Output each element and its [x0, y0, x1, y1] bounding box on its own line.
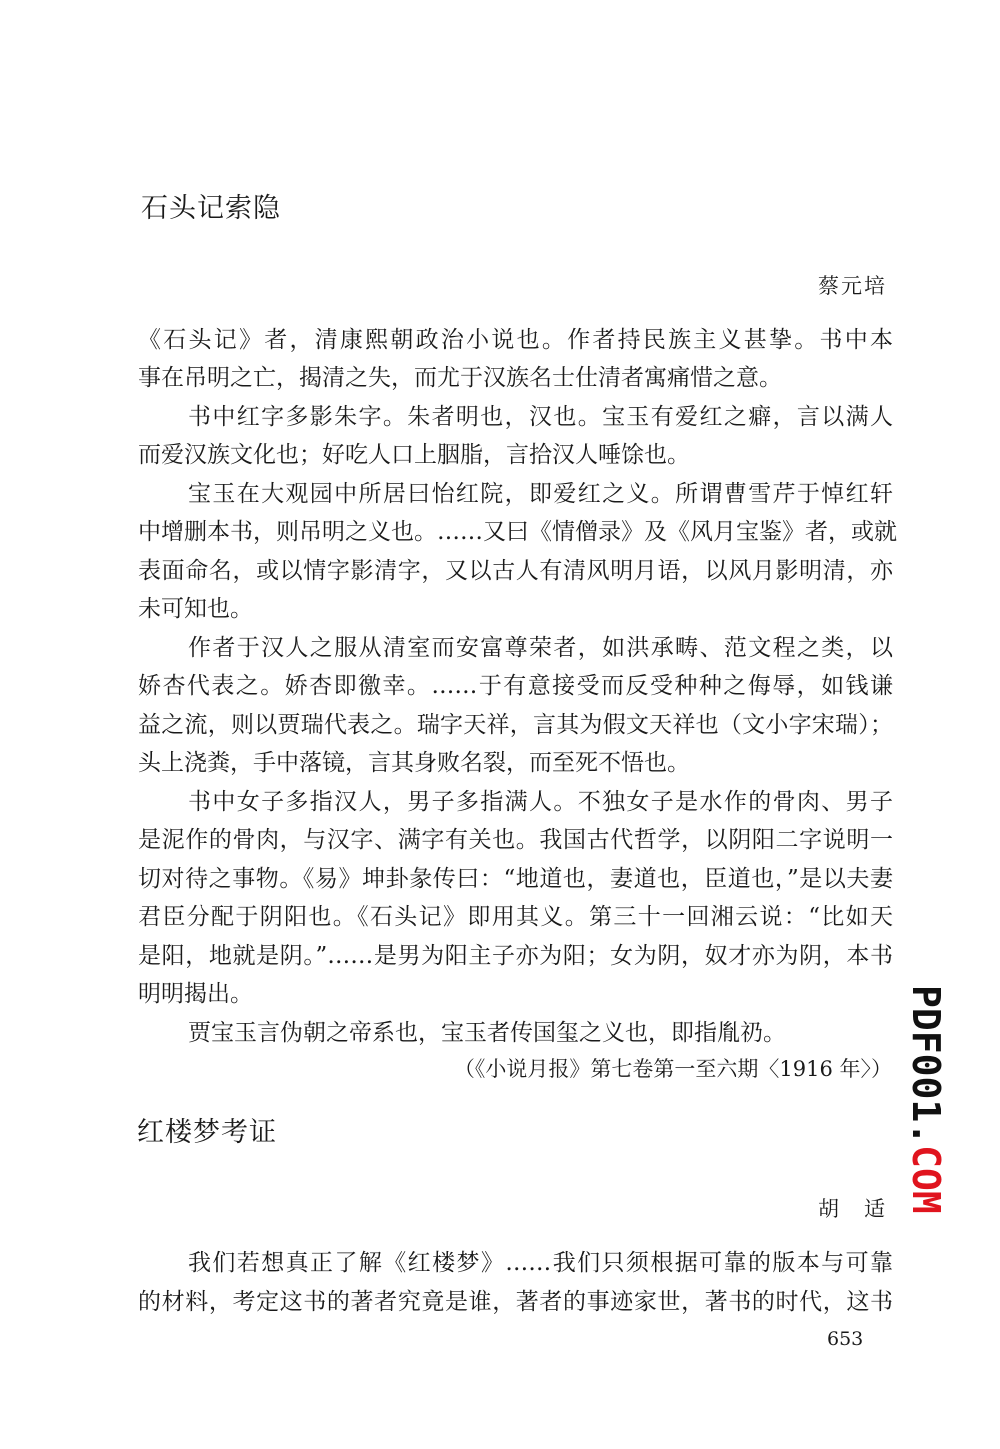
watermark-suffix: COM: [904, 1145, 948, 1214]
paragraph-line: 作者于汉人之服从清室而安富尊荣者，如洪承畴、范文程之类，以: [188, 635, 893, 661]
section-author: 蔡元培: [818, 274, 887, 298]
paragraph-line: 我们若想真正了解《红楼梦》……我们只须根据可靠的版本与可靠: [188, 1250, 893, 1276]
paragraph-line: 切对待之事物。《易》坤卦彖传曰：“地道也，妻道也，臣道也，”是以夫妻: [138, 866, 893, 892]
paragraph-line: 事在吊明之亡，揭清之失，而尤于汉族名士仕清者寓痛惜之意。: [138, 365, 782, 391]
section-author: 胡 适: [818, 1197, 887, 1221]
section-title: 石头记索隐: [141, 193, 281, 224]
paragraph-line: 的材料，考定这书的著者究竟是谁，著者的事迹家世，著书的时代，这书: [138, 1289, 893, 1315]
section-title: 红楼梦考证: [137, 1117, 277, 1148]
paragraph-line: 中增删本书，则吊明之义也。……又曰《情僧录》及《风月宝鉴》者，或就: [138, 519, 897, 545]
paragraph-line: 头上浇粪，手中落镜，言其身败名裂，而至死不悟也。: [138, 750, 690, 776]
paragraph-line: 书中女子多指汉人，男子多指满人。不独女子是水作的骨肉、男子: [188, 789, 893, 815]
paragraph-line: 宝玉在大观园中所居曰怡红院，即爱红之义。所谓曹雪芹于悼红轩: [188, 481, 893, 507]
paragraph-line: 《石头记》者，清康熙朝政治小说也。作者持民族主义甚挚。书中本: [138, 327, 893, 353]
watermark-prefix: PDF001.: [904, 985, 948, 1146]
paragraph-line: 表面命名，或以情字影清字，又以古人有清风明月语，以风月影明清，亦: [138, 558, 893, 584]
paragraph-line: 娇杏代表之。娇杏即徼幸。……于有意接受而反受种种之侮辱，如钱谦: [138, 673, 893, 699]
paragraph-line: 未可知也。: [138, 596, 253, 622]
paragraph-line: 贾宝玉言伪朝之帝系也，宝玉者传国玺之义也，即指胤礽。: [188, 1020, 786, 1046]
paragraph-line: 是阳，地就是阴。”……是男为阳主子亦为阳；女为阴，奴才亦为阴，本书: [138, 943, 893, 969]
watermark-logo: [904, 985, 950, 1227]
page-number: 653: [827, 1328, 864, 1350]
citation-source: （《小说月报》第七卷第一至六期〈1916 年〉）: [453, 1057, 892, 1081]
paragraph-line: 而爱汉族文化也；好吃人口上胭脂，言拾汉人唾馀也。: [138, 442, 690, 468]
paragraph-line: 君臣分配于阴阳也。《石头记》即用其义。第三十一回湘云说：“比如天: [138, 904, 893, 930]
paragraph-line: 书中红字多影朱字。朱者明也，汉也。宝玉有爱红之癖，言以满人: [188, 404, 893, 430]
paragraph-line: 明明揭出。: [138, 981, 253, 1007]
paragraph-line: 是泥作的骨肉，与汉字、满字有关也。我国古代哲学，以阴阳二字说明一: [138, 827, 893, 853]
paragraph-line: 益之流，则以贾瑞代表之。瑞字天祥，言其为假文天祥也（文小字宋瑞）；: [138, 712, 893, 738]
